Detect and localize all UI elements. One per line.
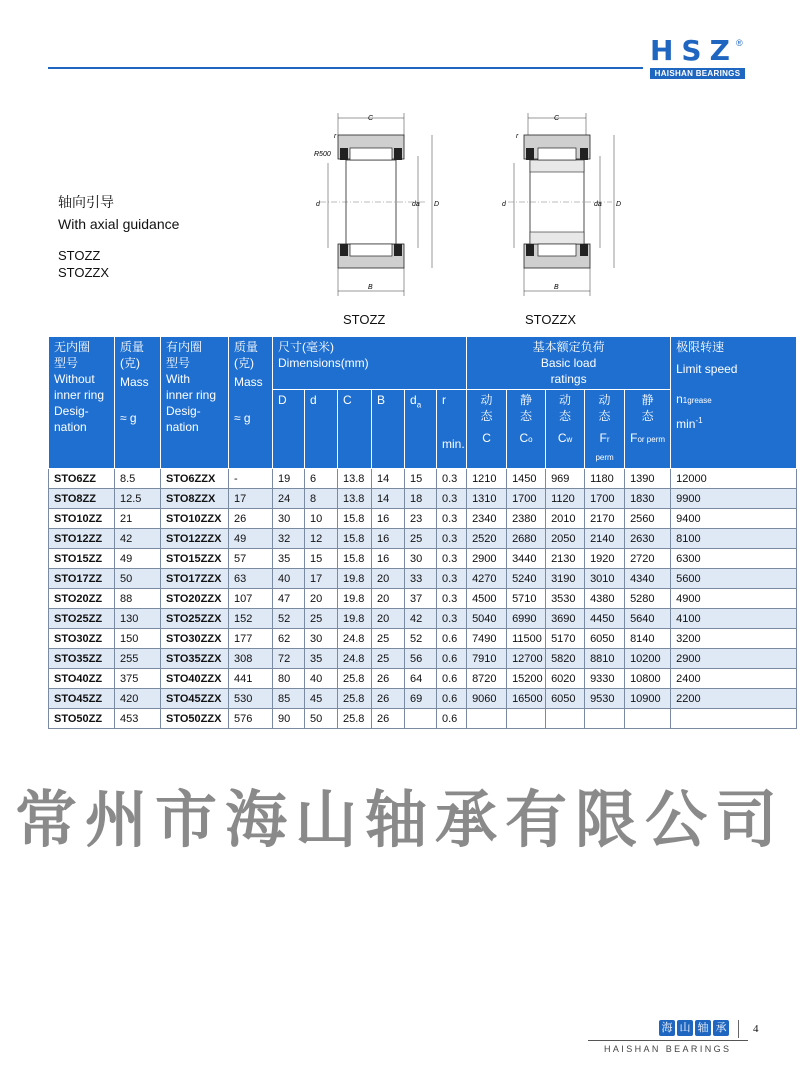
table-cell: 14 (372, 489, 405, 509)
table-cell: 130 (115, 609, 161, 629)
table-cell: 8140 (625, 629, 671, 649)
dim-label-c: C (368, 115, 374, 122)
table-cell: 0.6 (437, 629, 467, 649)
brand-logo (650, 36, 745, 79)
table-cell: 255 (115, 649, 161, 669)
table-cell: 25 (372, 649, 405, 669)
table-cell: 10800 (625, 669, 671, 689)
table-cell: 0.3 (437, 529, 467, 549)
header-col-static-for: 静 态 For perm (625, 390, 671, 469)
table-cell: 32 (273, 529, 305, 549)
dim-label-b: B (368, 284, 373, 291)
header-with-inner-ring: 有内圈 型号 With inner ring Desig- nation (161, 337, 229, 469)
table-cell: 15200 (507, 669, 546, 689)
dim-label-r500: R500 (314, 151, 331, 158)
table-cell: 13.8 (338, 469, 372, 489)
footer-divider (738, 1020, 739, 1038)
table-cell: 2900 (671, 649, 797, 669)
table-cell: 9330 (585, 669, 625, 689)
table-cell: 26 (229, 509, 273, 529)
table-cell: 3200 (671, 629, 797, 649)
table-cell: 1390 (625, 469, 671, 489)
table-cell: 90 (273, 709, 305, 729)
header-rule (48, 67, 643, 69)
header-col-dynamic-c: 动 态 C (467, 390, 507, 469)
table-cell: 4380 (585, 589, 625, 609)
table-cell: 0.3 (437, 549, 467, 569)
table-cell: STO6ZZ (49, 469, 115, 489)
table-cell: STO25ZZ (49, 609, 115, 629)
table-cell: 441 (229, 669, 273, 689)
header-mass-1: 质量 (克) Mass ≈ g (115, 337, 161, 469)
table-cell: 1450 (507, 469, 546, 489)
header-dimensions: 尺寸(毫米) Dimensions(mm) (273, 337, 467, 390)
table-row (49, 569, 797, 589)
table-cell: 2130 (546, 549, 585, 569)
table-cell: 4340 (625, 569, 671, 589)
table-cell: STO12ZZX (161, 529, 229, 549)
dim-label-r-2: r (516, 133, 519, 140)
table-cell: 2380 (507, 509, 546, 529)
header-col-D: D (273, 390, 305, 469)
table-cell: STO20ZZX (161, 589, 229, 609)
table-cell: 152 (229, 609, 273, 629)
footer-company-name: HAISHAN BEARINGS (604, 1044, 732, 1054)
table-cell: 20 (372, 609, 405, 629)
header-col-da: $d_a$ (405, 390, 437, 469)
header-col-dynamic-fr: 动 态 Fr perm (585, 390, 625, 469)
table-cell: 20 (305, 589, 338, 609)
header-col-C: C (338, 390, 372, 469)
table-cell: 15 (305, 549, 338, 569)
table-cell: 6 (305, 469, 338, 489)
section-title-en: With axial guidance (58, 216, 180, 232)
table-cell: 9400 (671, 509, 797, 529)
table-cell: 3530 (546, 589, 585, 609)
table-cell: 8.5 (115, 469, 161, 489)
table-cell: 49 (115, 549, 161, 569)
dim-label-da-2: da (594, 201, 602, 208)
table-cell (671, 709, 797, 729)
table-cell: 9900 (671, 489, 797, 509)
table-row (49, 469, 797, 489)
table-cell: 2900 (467, 549, 507, 569)
table-cell: 4500 (467, 589, 507, 609)
table-cell: 8810 (585, 649, 625, 669)
table-cell: 1830 (625, 489, 671, 509)
table-cell: 0.3 (437, 509, 467, 529)
table-cell (625, 709, 671, 729)
table-cell: 2200 (671, 689, 797, 709)
table-cell: STO35ZZX (161, 649, 229, 669)
header-limit-speed: 极限转速 Limit speed n1grease $\min^{-1}$ (671, 337, 797, 469)
drawing-caption-stozz: STOZZ (343, 312, 386, 327)
table-cell: 7490 (467, 629, 507, 649)
table-cell: 2170 (585, 509, 625, 529)
table-cell: 23 (405, 509, 437, 529)
table-cell: 5640 (625, 609, 671, 629)
table-cell: 15.8 (338, 529, 372, 549)
table-cell: 5240 (507, 569, 546, 589)
table-cell: 25 (405, 529, 437, 549)
table-cell: 12 (305, 529, 338, 549)
table-cell: 25 (372, 629, 405, 649)
table-cell: 6300 (671, 549, 797, 569)
table-cell: 8720 (467, 669, 507, 689)
table-row (49, 529, 797, 549)
table-cell: STO12ZZ (49, 529, 115, 549)
spec-table (48, 336, 797, 729)
table-cell: 0.3 (437, 589, 467, 609)
drawing-caption-stozzx: STOZZX (525, 312, 577, 327)
table-row (49, 669, 797, 689)
table-cell: 19.8 (338, 609, 372, 629)
logo-letters: HSZ (650, 34, 738, 67)
table-cell: 18 (405, 489, 437, 509)
table-row (49, 709, 797, 729)
table-cell: 0.3 (437, 469, 467, 489)
table-cell: 2520 (467, 529, 507, 549)
table-row (49, 609, 797, 629)
table-cell: 52 (273, 609, 305, 629)
table-cell: 8 (305, 489, 338, 509)
table-cell: 0.6 (437, 669, 467, 689)
footer-rule (588, 1040, 748, 1041)
table-cell: 6990 (507, 609, 546, 629)
dim-label-d-2: d (502, 201, 506, 208)
table-cell: STO10ZZX (161, 509, 229, 529)
table-cell: STO15ZZX (161, 549, 229, 569)
section-title-cn: 轴向引导 (58, 194, 114, 210)
table-cell: STO20ZZ (49, 589, 115, 609)
dim-label-d: d (316, 201, 320, 208)
table-cell: STO8ZZX (161, 489, 229, 509)
model-name-1: STOZZ (58, 248, 101, 263)
table-cell: 21 (115, 509, 161, 529)
table-cell: 10 (305, 509, 338, 529)
table-cell: 25.8 (338, 689, 372, 709)
table-cell: 7910 (467, 649, 507, 669)
table-cell: 16 (372, 549, 405, 569)
table-cell: 42 (405, 609, 437, 629)
table-row (49, 489, 797, 509)
table-cell: 530 (229, 689, 273, 709)
header-mass-2: 质量 (克) Mass ≈ g (229, 337, 273, 469)
table-cell: 308 (229, 649, 273, 669)
table-cell: STO40ZZ (49, 669, 115, 689)
table-cell: 26 (372, 689, 405, 709)
table-cell: 16500 (507, 689, 546, 709)
table-cell: STO10ZZ (49, 509, 115, 529)
table-cell: 5600 (671, 569, 797, 589)
table-cell: 0.3 (437, 609, 467, 629)
table-cell: 1180 (585, 469, 625, 489)
table-cell: 16 (372, 529, 405, 549)
table-cell: STO8ZZ (49, 489, 115, 509)
table-cell: 15.8 (338, 549, 372, 569)
table-row (49, 589, 797, 609)
table-cell: 2140 (585, 529, 625, 549)
header-col-B: B (372, 390, 405, 469)
header-load-ratings: 基本额定负荷 Basic load ratings (467, 337, 671, 390)
table-row (49, 689, 797, 709)
seal-char: 轴 (695, 1020, 711, 1036)
table-cell: 12.5 (115, 489, 161, 509)
table-cell: 50 (305, 709, 338, 729)
table-cell: 1310 (467, 489, 507, 509)
table-cell: 4450 (585, 609, 625, 629)
table-cell: 5710 (507, 589, 546, 609)
header-col-static-co: 静 态 Co (507, 390, 546, 469)
footer-seal-logo (659, 1020, 729, 1036)
table-cell: STO50ZZ (49, 709, 115, 729)
table-cell: 40 (273, 569, 305, 589)
table-cell: 20 (372, 589, 405, 609)
table-cell: 2680 (507, 529, 546, 549)
table-cell: 1920 (585, 549, 625, 569)
table-cell: 56 (405, 649, 437, 669)
dim-label-big-d: D (434, 201, 440, 208)
table-cell: 150 (115, 629, 161, 649)
table-cell: 35 (305, 649, 338, 669)
speed-symbol: n1grease (676, 392, 712, 406)
table-cell: 72 (273, 649, 305, 669)
table-cell: 2340 (467, 509, 507, 529)
table-row (49, 629, 797, 649)
table-cell: 33 (405, 569, 437, 589)
table-cell: 52 (405, 629, 437, 649)
table-cell: STO45ZZ (49, 689, 115, 709)
dim-label-b-2: B (554, 284, 559, 291)
page-number: 4 (753, 1023, 759, 1035)
table-cell: 24.8 (338, 629, 372, 649)
table-cell: 2720 (625, 549, 671, 569)
model-name-2: STOZZX (58, 265, 110, 280)
table-cell: 5280 (625, 589, 671, 609)
table-cell: 19 (273, 469, 305, 489)
table-cell: 9530 (585, 689, 625, 709)
seal-char: 海 (659, 1020, 675, 1036)
stozzx-cross-section-drawing (490, 108, 640, 303)
table-cell: STO17ZZX (161, 569, 229, 589)
table-cell: 88 (115, 589, 161, 609)
table-row (49, 509, 797, 529)
table-cell: 37 (405, 589, 437, 609)
table-cell: 35 (273, 549, 305, 569)
dim-label-r: r (334, 133, 337, 140)
table-cell: 62 (273, 629, 305, 649)
table-cell: 26 (372, 709, 405, 729)
table-cell: 63 (229, 569, 273, 589)
table-cell: 375 (115, 669, 161, 689)
table-cell: 2560 (625, 509, 671, 529)
table-cell: STO6ZZX (161, 469, 229, 489)
table-cell: 1210 (467, 469, 507, 489)
table-cell: 9060 (467, 689, 507, 709)
table-cell: 0.3 (437, 569, 467, 589)
header-col-d: d (305, 390, 338, 469)
table-cell: - (229, 469, 273, 489)
table-cell: 42 (115, 529, 161, 549)
table-row (49, 549, 797, 569)
spec-table-body (49, 469, 797, 729)
table-cell: 85 (273, 689, 305, 709)
table-cell: 80 (273, 669, 305, 689)
table-cell: 24.8 (338, 649, 372, 669)
table-cell: 15 (405, 469, 437, 489)
header-col-dynamic-cw: 动 态 Cw (546, 390, 585, 469)
table-cell (405, 709, 437, 729)
registered-mark: ® (736, 38, 743, 48)
table-cell: 14 (372, 469, 405, 489)
table-cell: 4900 (671, 589, 797, 609)
table-cell: 19.8 (338, 569, 372, 589)
table-cell: 6020 (546, 669, 585, 689)
table-cell: 5170 (546, 629, 585, 649)
table-cell: 453 (115, 709, 161, 729)
table-cell: 2630 (625, 529, 671, 549)
table-cell: 6050 (546, 689, 585, 709)
table-cell: 10900 (625, 689, 671, 709)
stozz-cross-section-drawing (300, 108, 450, 303)
header-col-r: r min. (437, 390, 467, 469)
table-cell: 0.6 (437, 709, 467, 729)
table-cell: STO15ZZ (49, 549, 115, 569)
table-cell: 1120 (546, 489, 585, 509)
table-cell (585, 709, 625, 729)
table-cell: 0.3 (437, 489, 467, 509)
table-cell: 6050 (585, 629, 625, 649)
table-cell: 10200 (625, 649, 671, 669)
table-cell: 2010 (546, 509, 585, 529)
table-cell: 49 (229, 529, 273, 549)
logo-tagline: HAISHAN BEARINGS (650, 68, 745, 79)
table-cell: 26 (372, 669, 405, 689)
table-cell: 30 (305, 629, 338, 649)
speed-unit: $\min^{-1}$ (676, 416, 703, 431)
table-cell: 12700 (507, 649, 546, 669)
table-cell: 45 (305, 689, 338, 709)
table-cell: 16 (372, 509, 405, 529)
table-cell: 177 (229, 629, 273, 649)
table-cell: 3690 (546, 609, 585, 629)
table-cell: 12000 (671, 469, 797, 489)
table-cell: 3440 (507, 549, 546, 569)
table-cell: 2050 (546, 529, 585, 549)
table-cell: 25 (305, 609, 338, 629)
table-cell: 17 (305, 569, 338, 589)
table-cell: 420 (115, 689, 161, 709)
table-cell: 17 (229, 489, 273, 509)
table-cell (507, 709, 546, 729)
seal-char: 承 (713, 1020, 729, 1036)
table-cell: 5820 (546, 649, 585, 669)
table-cell: 20 (372, 569, 405, 589)
table-cell: 0.6 (437, 649, 467, 669)
company-watermark: 常州市海山轴承有限公司 (14, 783, 785, 856)
table-cell: 69 (405, 689, 437, 709)
table-cell: 30 (405, 549, 437, 569)
dim-label-c-2: C (554, 115, 560, 122)
table-cell: STO30ZZX (161, 629, 229, 649)
table-cell: 24 (273, 489, 305, 509)
table-cell: 3190 (546, 569, 585, 589)
table-cell: STO50ZZX (161, 709, 229, 729)
table-cell: 40 (305, 669, 338, 689)
table-cell: 4100 (671, 609, 797, 629)
table-cell: STO25ZZX (161, 609, 229, 629)
table-cell: 1700 (507, 489, 546, 509)
table-cell: 30 (273, 509, 305, 529)
table-cell (467, 709, 507, 729)
table-cell: STO35ZZ (49, 649, 115, 669)
seal-char: 山 (677, 1020, 693, 1036)
table-cell: STO30ZZ (49, 629, 115, 649)
table-cell: 19.8 (338, 589, 372, 609)
table-cell: STO40ZZX (161, 669, 229, 689)
table-row (49, 649, 797, 669)
table-cell: 25.8 (338, 709, 372, 729)
dim-label-da: da (412, 201, 420, 208)
table-cell: STO17ZZ (49, 569, 115, 589)
table-cell (546, 709, 585, 729)
table-cell: 107 (229, 589, 273, 609)
table-cell: 969 (546, 469, 585, 489)
table-cell: STO45ZZX (161, 689, 229, 709)
table-cell: 57 (229, 549, 273, 569)
table-cell: 2400 (671, 669, 797, 689)
table-cell: 4270 (467, 569, 507, 589)
table-cell: 8100 (671, 529, 797, 549)
table-cell: 13.8 (338, 489, 372, 509)
header-without-inner-ring: 无内圈 型号 Without inner ring Desig- nation (49, 337, 115, 469)
table-cell: 64 (405, 669, 437, 689)
table-cell: 15.8 (338, 509, 372, 529)
table-cell: 11500 (507, 629, 546, 649)
table-cell: 47 (273, 589, 305, 609)
table-cell: 3010 (585, 569, 625, 589)
table-cell: 5040 (467, 609, 507, 629)
table-cell: 576 (229, 709, 273, 729)
table-cell: 1700 (585, 489, 625, 509)
table-cell: 0.6 (437, 689, 467, 709)
table-cell: 25.8 (338, 669, 372, 689)
table-cell: 50 (115, 569, 161, 589)
dim-label-big-d-2: D (616, 201, 622, 208)
